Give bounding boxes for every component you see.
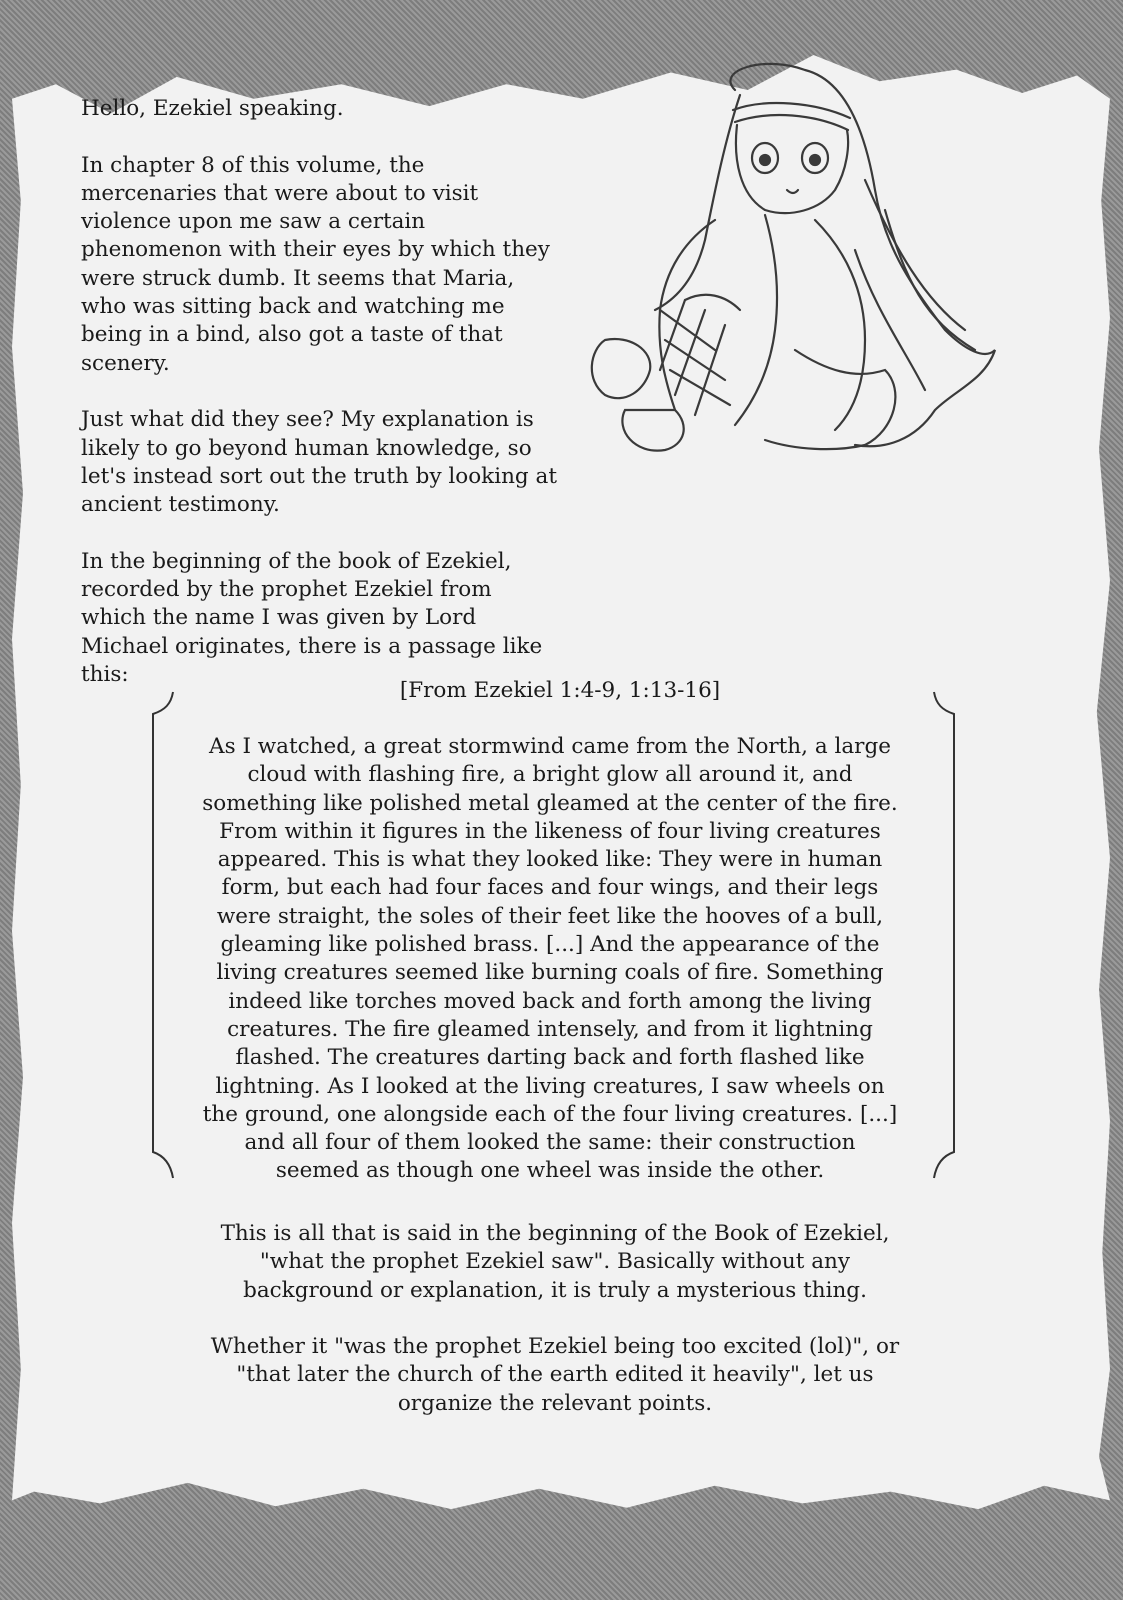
outro-text bbox=[200, 1220, 910, 1446]
outro-paragraph-2: Whether it "was the prophet Ezekiel being too excited (lol)", or "that later the church of the earth edited it heavily", let us organize the relevant points. bbox=[210, 1334, 900, 1416]
intro-text bbox=[81, 95, 561, 718]
outro-paragraph-1: This is all that is said in the beginning of the Book of Ezekiel, "what the prophet Ezekiel saw". Basically without any background or explanation, it is truly a mysterious thing. bbox=[220, 1221, 890, 1303]
left-bracket-ornament bbox=[145, 690, 177, 1180]
right-bracket-ornament bbox=[930, 690, 962, 1180]
intro-paragraph-4: In the beginning of the book of Ezekiel, recorded by the prophet Ezekiel from which the name I was given by Lord Michael originates, there is a passage like this: bbox=[81, 548, 543, 687]
intro-paragraph-3: Just what did they see? My explanation is likely to go beyond human knowledge, so let's instead sort out the truth by looking at ancient testimony. bbox=[81, 407, 557, 518]
intro-paragraph-2: In chapter 8 of this volume, the mercenaries that were about to visit violence upon me saw a certain phenomenon with their eyes by which they were struck dumb. It seems that Maria, who was sitting back and watching me being in a bind, also got a taste of that scenery. bbox=[81, 152, 550, 376]
quote-passage: As I watched, a great stormwind came from the North, a large cloud with flashing fire, a bright glow all around it, and something like polished metal gleamed at the center of the fire. From within it figures in the likeness of four living creatures appeared. This is what they looked like: They were in human form, but each had four faces and four wings, and their legs were straight, the soles of their feet like the hooves of a bull, gleaming like polished brass. [...] And the appearance of the living creatures seemed like burning coals of fire. Something indeed like torches moved back and forth among the living creatures. The fire gleamed intensely, and from it lightning flashed. The creatures darting back and forth flashed like lightning. As I looked at the living creatures, I saw wheels on the ground, one alongside each of the four living creatures. [...] and all four of them looked the same: their construction seemed as though one wheel was inside the other. bbox=[202, 734, 898, 1184]
sitting-girl-illustration bbox=[565, 50, 1025, 480]
quote-citation: [From Ezekiel 1:4-9, 1:13-16] bbox=[399, 678, 721, 703]
intro-paragraph-1: Hello, Ezekiel speaking. bbox=[81, 96, 344, 121]
